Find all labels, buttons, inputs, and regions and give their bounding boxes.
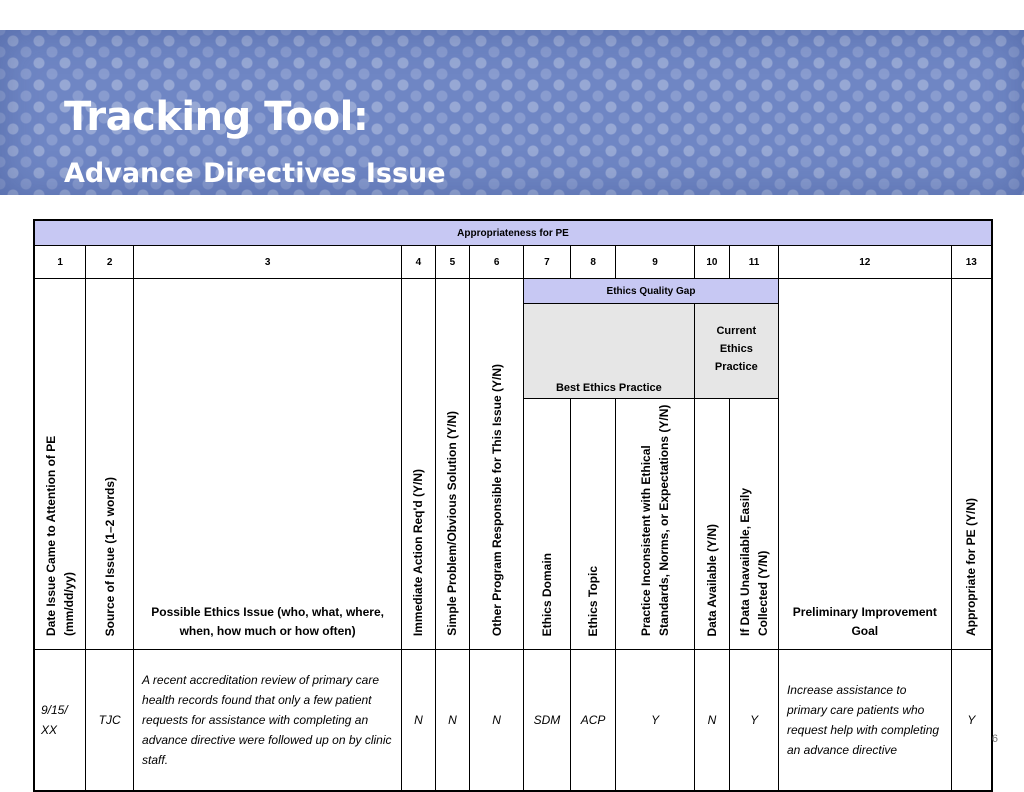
tracking-table [33,219,993,792]
page-number: 6 [991,733,998,745]
title-banner [0,30,1024,195]
col-number-5: 5 [435,246,470,279]
header-simple-problem-text: Simple Problem/Obvious Solution (Y/N) [445,411,460,636]
col-number-12: 12 [778,246,951,279]
cell-data-unavailable: Y [730,650,779,792]
current-ethics-practice-header: Current Ethics Practice [694,304,778,399]
cell-other-program: N [470,650,524,792]
col-number-8: 8 [570,246,616,279]
cell-date: 9/15/ XX [34,650,86,792]
col-number-2: 2 [86,246,134,279]
header-data-available-text: Data Available (Y/N) [704,523,719,636]
cell-simple-problem: N [435,650,470,792]
header-appropriate-for-pe-text: Appropriate for PE (Y/N) [964,497,979,636]
cell-immediate-action: N [402,650,436,792]
table-row [34,650,992,792]
col-number-11: 11 [730,246,779,279]
header-ethics-topic-text: Ethics Topic [586,565,601,636]
header-possible-ethics-issue: Possible Ethics Issue (who, what, where, when, how much or how often) [134,279,402,650]
cell-data-available: N [694,650,730,792]
cell-possible-issue: A recent accreditation review of primary care health records found that only a few patient requests for assistance with completing an advance directive were followed up on by clinic staff. [134,650,402,792]
header-data-available [694,399,730,650]
header-data-unavailable [730,399,779,650]
header-date-issue [34,279,86,650]
slide-title: Tracking Tool: [64,94,369,140]
cell-improvement-goal: Increase assistance to primary care patients who request help with completing an advance directive [778,650,951,792]
cell-appropriate-for-pe: Y [951,650,992,792]
col-number-3: 3 [134,246,402,279]
ethics-quality-gap-band: Ethics Quality Gap [524,279,779,304]
header-simple-problem [435,279,470,650]
slide-subtitle: Advance Directives Issue [64,158,446,189]
header-appropriate-for-pe [951,279,992,650]
header-ethics-domain-text: Ethics Domain [539,552,554,636]
header-immediate-action-text: Immediate Action Req'd (Y/N) [411,468,426,636]
header-ethics-topic [570,399,616,650]
header-ethics-domain [524,399,571,650]
col-number-10: 10 [694,246,730,279]
best-ethics-practice-header: Best Ethics Practice [524,304,695,399]
cell-source: TJC [86,650,134,792]
header-source [86,279,134,650]
header-other-program-text: Other Program Responsible for This Issue (Y/N) [489,363,504,636]
appropriateness-band: Appropriateness for PE [34,220,992,246]
cell-practice-inconsistent: Y [616,650,694,792]
col-number-4: 4 [402,246,436,279]
header-data-unavailable-text: If Data Unavailable, Easily Collected (Y/N) [738,487,771,636]
header-practice-inconsistent [616,399,694,650]
header-practice-inconsistent-text: Practice Inconsistent with Ethical Standards, Norms, or Expectations (Y/N) [639,404,672,636]
col-number-7: 7 [524,246,571,279]
col-number-13: 13 [951,246,992,279]
header-preliminary-goal: Preliminary Improvement Goal [778,279,951,650]
header-immediate-action [402,279,436,650]
cell-ethics-topic: ACP [570,650,616,792]
col-number-9: 9 [616,246,694,279]
header-date-issue-text: Date Issue Came to Attention of PE (mm/dd/yy) [44,435,77,636]
header-source-text: Source of Issue (1–2 words) [102,476,117,636]
col-number-6: 6 [470,246,524,279]
col-number-1: 1 [34,246,86,279]
cell-ethics-domain: SDM [524,650,571,792]
header-other-program [470,279,524,650]
column-number-row [34,246,992,279]
